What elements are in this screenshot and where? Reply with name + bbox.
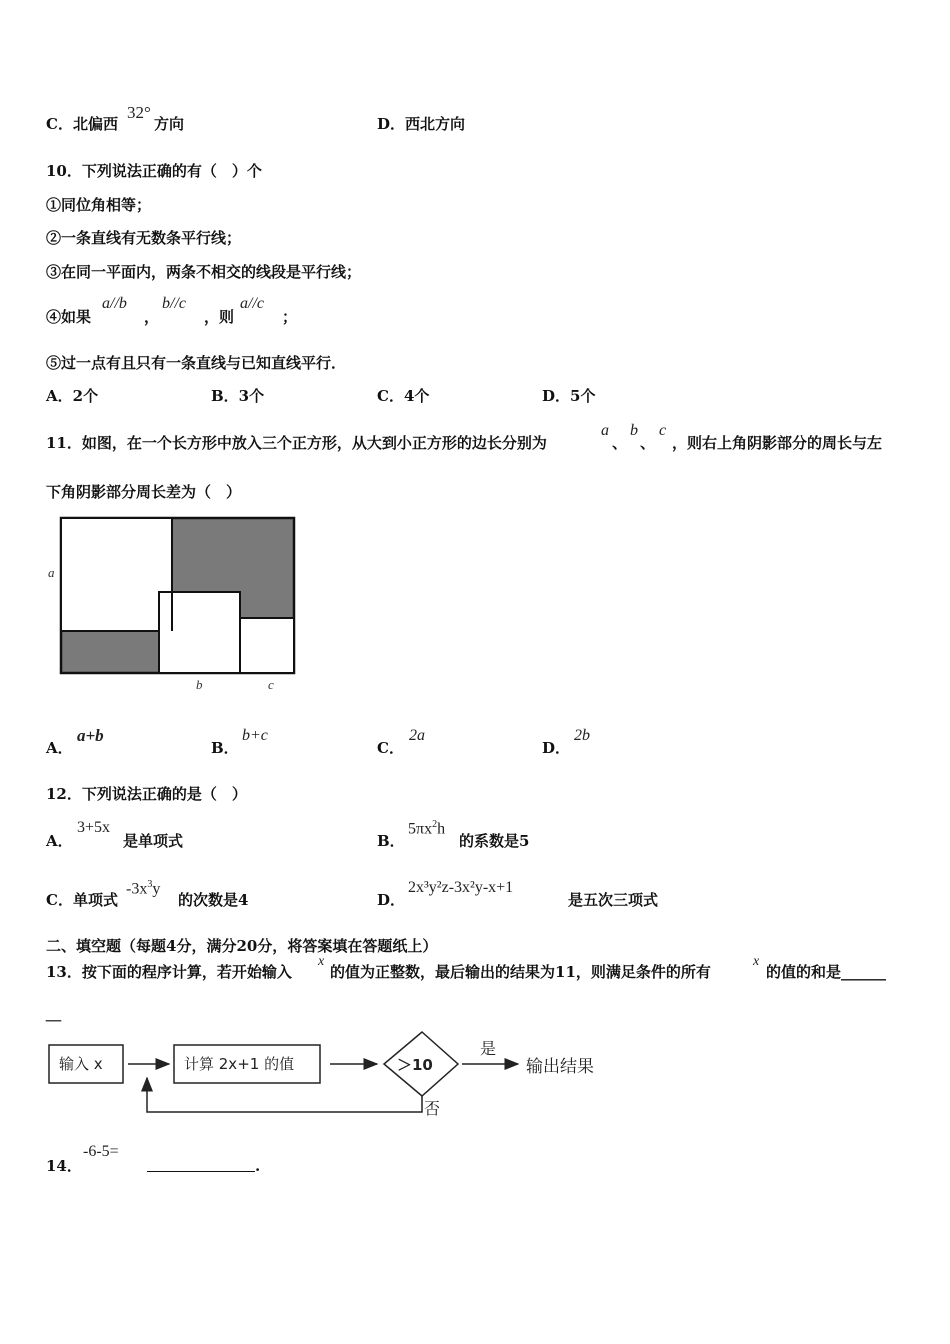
q11-var-c: c: [659, 422, 667, 439]
q13-flow-condition-text: ＞10: [397, 1056, 433, 1074]
q11-option-a-label: A．: [46, 739, 73, 757]
q10-option-b: B．3个: [211, 387, 265, 405]
q12-option-c-text: 的次数是4: [178, 891, 249, 909]
q13-stem-part1: 13．按下面的程序计算，若开始输入: [46, 963, 292, 981]
q11-fig-label-c: c: [268, 677, 274, 692]
q11-option-b: b+c: [242, 727, 268, 744]
q13-flow-yes-label: 是: [480, 1039, 497, 1058]
q12-option-d-text: 是五次三项式: [568, 891, 659, 909]
q11-sep-2: 、: [640, 434, 656, 452]
q11-sep-1: 、: [612, 434, 628, 452]
q11-fig-label-a: a: [48, 565, 55, 580]
q12-option-a-expr: 3+5x: [77, 819, 111, 836]
q14-end-period: .: [255, 1157, 261, 1175]
q13-flow-no-label: 否: [424, 1099, 441, 1118]
q11-var-b: b: [630, 422, 638, 439]
q12-option-a-label: A．: [46, 832, 73, 850]
q12-option-b-text: 的系数是5: [459, 832, 530, 850]
q10-option-c: C．4个: [377, 387, 430, 405]
q12-option-b-expr-tail: h: [437, 820, 446, 838]
q12-option-c-expr-tail: y: [152, 880, 161, 898]
q13-flow-output-text: 输出结果: [526, 1057, 594, 1077]
q11-square-c: [240, 618, 294, 673]
q10-math-a-parallel-c: a//c: [240, 295, 264, 312]
q11-shaded-bottom-left: [61, 631, 159, 673]
q13-stem-part3: 的值的和是______: [766, 963, 887, 981]
q10-statement-5: ⑤过一点有且只有一条直线与已知直线平行．: [46, 354, 347, 372]
q10-option-d: D．5个: [542, 387, 596, 405]
q12-option-b-expr-base: 5πx: [408, 820, 433, 838]
q12-option-c-label: C．单项式: [46, 891, 118, 909]
q11-square-a: [61, 518, 172, 631]
q12-option-a-text: 是单项式: [123, 832, 184, 850]
q9-option-c-degree: 32°: [127, 103, 151, 122]
q14-label: 14．: [46, 1157, 82, 1175]
q10-statement-4-then: ，则: [204, 308, 235, 326]
q12-option-d-expr: 2x³y²z-3x²y-x+1: [408, 879, 514, 896]
q13-var-x-2: x: [753, 954, 760, 969]
q11-option-d: 2b: [574, 727, 590, 744]
q11-fig-label-b: b: [196, 677, 203, 692]
section-heading-fill-in: 二、填空题（每题4分，满分20分，将答案填在答题纸上）: [46, 937, 438, 955]
q12-option-b-expr: [408, 819, 445, 838]
q13-flow-compute-text: 计算 2x+1 的值: [184, 1055, 295, 1073]
q10-statement-1: ①同位角相等；: [46, 196, 152, 214]
q12-option-c-expr: [126, 879, 160, 898]
q10-stem: 10．下列说法正确的有（ ）个: [46, 162, 262, 180]
q13-answer-blank-continuation: ＿: [46, 1005, 62, 1023]
q13-stem-part2: 的值为正整数，最后输出的结果为11，则满足条件的所有: [330, 963, 711, 981]
q13-var-x-1: x: [318, 954, 325, 969]
q11-option-c: 2a: [409, 727, 425, 744]
q12-option-c-expr-base: -3x: [126, 880, 148, 898]
q13-flow-input-text: 输入 x: [59, 1055, 103, 1073]
q12-option-b-label: B．: [377, 832, 405, 850]
q14-expression: -6-5=: [83, 1143, 119, 1160]
q11-option-a: a+b: [77, 726, 104, 745]
q12-option-d-label: D．: [377, 891, 406, 909]
q10-statement-4-sep: ，: [144, 308, 160, 326]
q10-math-b-parallel-c: b//c: [162, 295, 186, 312]
q14-answer-blank[interactable]: [147, 1171, 255, 1172]
q11-var-a: a: [601, 422, 609, 439]
q10-statement-3: ③在同一平面内，两条不相交的线段是平行线；: [46, 263, 362, 281]
q10-statement-4-prefix: ④如果: [46, 308, 92, 326]
q10-statement-4-end: ；: [282, 308, 298, 326]
q9-option-c-suffix: 方向: [154, 115, 185, 133]
q11-rectangle-figure: [44, 512, 304, 697]
q10-statement-2: ②一条直线有无数条平行线；: [46, 229, 242, 247]
q10-math-a-parallel-b: a//b: [102, 295, 127, 312]
q13-flowchart: [44, 1030, 624, 1120]
q9-option-c-label: C．北偏西: [46, 115, 118, 133]
q9-option-d: D．西北方向: [377, 115, 466, 133]
q12-stem: 12．下列说法正确的是（ ）: [46, 785, 247, 803]
q10-option-a: A．2个: [46, 387, 99, 405]
q12-option-b-expr-exponent: 2: [432, 819, 438, 830]
q11-option-c-label: C．: [377, 739, 404, 757]
q11-option-b-label: B．: [211, 739, 239, 757]
q11-stem-line1-tail: ，则右上角阴影部分的周长与左: [672, 434, 883, 452]
q12-option-c-expr-exponent: 3: [147, 879, 153, 890]
q11-option-d-label: D．: [542, 739, 571, 757]
q11-stem-line1: 11．如图，在一个长方形中放入三个正方形，从大到小正方形的边长分别为: [46, 434, 547, 452]
q11-stem-line2: 下角阴影部分周长差为（ ）: [46, 483, 242, 501]
